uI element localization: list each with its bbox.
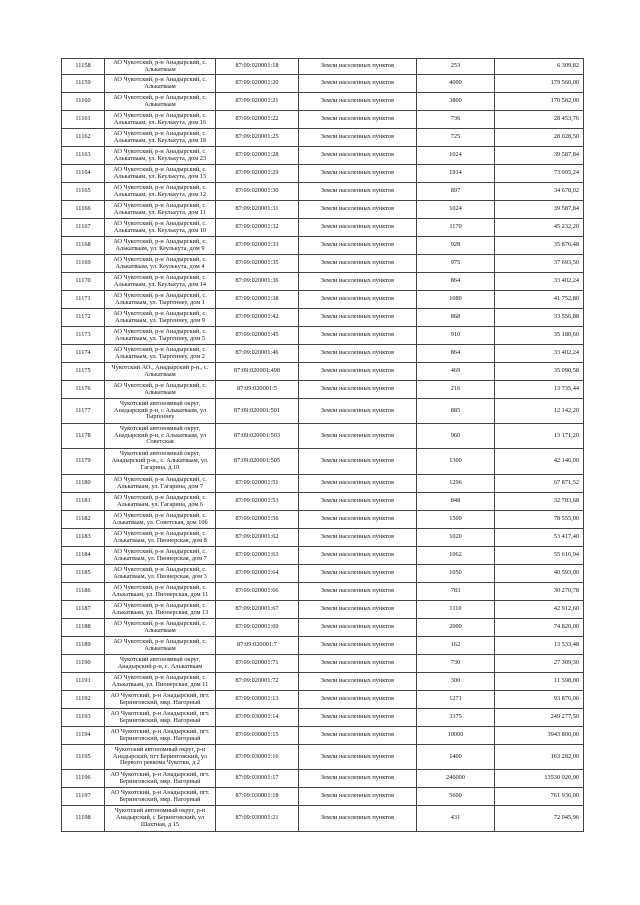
cadastral-number-cell: 87:09:020001:53 [216,493,299,511]
table-row [62,583,584,601]
row-number-cell: 11195 [62,745,105,770]
area-cell: 1500 [417,511,495,529]
table-row [62,59,584,75]
row-number-cell: 11179 [62,449,105,475]
row-number-cell: 11167 [62,219,105,237]
land-category-cell: Земли населенных пунктов [299,475,417,493]
area-cell: 5600 [417,788,495,806]
address-cell: Чукотский автономный округ, Анадырский р-н, с. Алькатваам [105,655,216,673]
table-row [62,111,584,129]
row-number-cell: 11178 [62,424,105,449]
address-cell: Чукотский автономный округ, Анадырский р-н, с Алькатваам, ул Тыргеннеу [105,399,216,424]
cadastral-cost-cell: 13 533,48 [495,637,584,655]
cadastral-number-cell: 87:09:020001:18 [216,59,299,75]
cadastral-cost-cell: 74 820,00 [495,619,584,637]
table-row [62,637,584,655]
address-cell: АО Чукотский, р-н Анадырский, с. Алькатваам [105,75,216,93]
address-cell: АО Чукотский, р-н Анадырский, с. Алькатваам, ул. Пионерская, дом 7 [105,547,216,565]
area-cell: 730 [417,655,495,673]
land-category-cell: Земли населенных пунктов [299,806,417,832]
address-cell: АО Чукотский, р-н Анадырский, с. Алькатваам, ул. Тыргеннеу, дом 9 [105,309,216,327]
cadastral-cost-cell: 45 232,20 [495,219,584,237]
table-row [62,255,584,273]
row-number-cell: 11164 [62,165,105,183]
row-number-cell: 11192 [62,691,105,709]
cadastral-number-cell: 87:09:020001:56 [216,511,299,529]
address-cell: АО Чукотский, р-н Анадырский, с. Алькатваам [105,59,216,75]
cadastral-number-cell: 87:09:020001:20 [216,75,299,93]
cadastral-cost-cell: 28 453,76 [495,111,584,129]
address-cell: Чукотский автономный округ, Анадырский р-н, с Алькатваам, ул Советская [105,424,216,449]
cadastral-number-cell: 87:09:020001:42 [216,309,299,327]
row-number-cell: 11182 [62,511,105,529]
cadastral-cost-cell: 34 678,02 [495,183,584,201]
address-cell: АО Чукотский, р-н Анадырский, пгт. Беринговский, мкр. Нагорный [105,709,216,727]
cadastral-number-cell: 87:09:020001:63 [216,547,299,565]
land-category-cell: Земли населенных пунктов [299,655,417,673]
area-cell: 4000 [417,75,495,93]
land-category-cell: Земли населенных пунктов [299,75,417,93]
row-number-cell: 11184 [62,547,105,565]
address-cell: АО Чукотский, р-н Анадырский, пгт. Беринговский, мкр. Нагорный [105,727,216,745]
area-cell: 1110 [417,601,495,619]
cadastral-cost-cell: 73 995,24 [495,165,584,183]
cadastral-number-cell: 87:09:030001:16 [216,745,299,770]
table-row [62,129,584,147]
row-number-cell: 11186 [62,583,105,601]
row-number-cell: 11165 [62,183,105,201]
row-number-cell: 11163 [62,147,105,165]
table-row [62,201,584,219]
land-category-cell: Земли населенных пунктов [299,727,417,745]
table-row [62,75,584,93]
table-row [62,788,584,806]
table-row [62,493,584,511]
cadastral-number-cell: 87:09:020001:30 [216,183,299,201]
row-number-cell: 11159 [62,75,105,93]
land-category-cell: Земли населенных пунктов [299,363,417,381]
land-category-cell: Земли населенных пунктов [299,345,417,363]
cadastral-cost-cell: 179 560,00 [495,75,584,93]
cadastral-number-cell: 87:09:020001:62 [216,529,299,547]
land-category-cell: Земли населенных пунктов [299,219,417,237]
row-number-cell: 11173 [62,327,105,345]
row-number-cell: 11175 [62,363,105,381]
row-number-cell: 11185 [62,565,105,583]
table-row [62,363,584,381]
area-cell: 864 [417,273,495,291]
address-cell: Чукотский автономный округ, р-н Анадырский, пгт Беринговский, ул Первого ревкома Чукотки, д 2 [105,745,216,770]
table-body [62,59,584,832]
table-row [62,399,584,424]
cadastral-cost-cell: 249 277,50 [495,709,584,727]
cadastral-cost-cell: 41 752,80 [495,291,584,309]
cadastral-number-cell: 87:09:020001:67 [216,601,299,619]
table-row [62,565,584,583]
address-cell: АО Чукотский, р-н Анадырский, с. Алькатваам, ул. Тыргеннеу, дом 5 [105,327,216,345]
area-cell: 3800 [417,93,495,111]
cadastral-number-cell: 87:09:020001:35 [216,255,299,273]
row-number-cell: 11160 [62,93,105,111]
table-row [62,309,584,327]
address-cell: АО Чукотский, р-н Анадырский, с. Алькатваам, ул. Пионерская, дом 11 [105,673,216,691]
land-category-cell: Земли населенных пунктов [299,381,417,399]
row-number-cell: 11166 [62,201,105,219]
table-row [62,219,584,237]
cadastral-cost-cell: 11 598,00 [495,673,584,691]
land-category-cell: Земли населенных пунктов [299,273,417,291]
area-cell: 162 [417,637,495,655]
row-number-cell: 11197 [62,788,105,806]
cadastral-number-cell: 87:09:020001:7 [216,637,299,655]
table-row [62,147,584,165]
cadastral-cost-cell: 35 180,60 [495,327,584,345]
cadastral-cost-cell: 12 142,20 [495,399,584,424]
table-row [62,529,584,547]
cadastral-cost-cell: 33 556,88 [495,309,584,327]
land-category-cell: Земли населенных пунктов [299,619,417,637]
cadastral-cost-cell: 3943 800,00 [495,727,584,745]
cadastral-cost-cell: 170 582,00 [495,93,584,111]
cadastral-number-cell: 87:09:020001:32 [216,219,299,237]
cadastral-number-cell: 87:09:020001:29 [216,165,299,183]
row-number-cell: 11168 [62,237,105,255]
address-cell: Чукотский автономный округ, Анадырский р-н., с. Алькатваам, ул. Гагарина, д.10 [105,449,216,475]
cadastral-number-cell: 87:09:020001:28 [216,147,299,165]
land-category-cell: Земли населенных пунктов [299,327,417,345]
land-category-cell: Земли населенных пунктов [299,309,417,327]
area-cell: 1024 [417,147,495,165]
address-cell: АО Чукотский, р-н Анадырский, пгт. Беринговский, мкр. Нагорный [105,788,216,806]
cadastral-cost-cell: 30 270,78 [495,583,584,601]
cadastral-number-cell: 87:09:030001:14 [216,709,299,727]
cadastral-cost-cell: 13 735,44 [495,381,584,399]
land-category-cell: Земли населенных пунктов [299,583,417,601]
area-cell: 1020 [417,529,495,547]
area-cell: 848 [417,493,495,511]
land-category-cell: Земли населенных пунктов [299,93,417,111]
address-cell: АО Чукотский, р-н Анадырский, пгт. Беринговский, мкр. Нагорный [105,770,216,788]
cadastral-number-cell: 87:09:020001:69 [216,619,299,637]
area-cell: 1024 [417,201,495,219]
land-category-cell: Земли населенных пунктов [299,424,417,449]
area-cell: 928 [417,237,495,255]
table-row [62,655,584,673]
address-cell: АО Чукотский, р-н Анадырский, с. Алькатваам, ул. Пионерская, дом 8 [105,529,216,547]
area-cell: 1080 [417,291,495,309]
land-category-cell: Земли населенных пунктов [299,745,417,770]
cadastral-cost-cell: 37 693,50 [495,255,584,273]
cadastral-cost-cell: 39 587,84 [495,147,584,165]
row-number-cell: 11198 [62,806,105,832]
cadastral-cost-cell: 6 309,82 [495,59,584,75]
address-cell: АО Чукотский, р-н Анадырский, с. Алькатваам, ул. Гагарина, дом 6 [105,493,216,511]
area-cell: 1271 [417,691,495,709]
row-number-cell: 11194 [62,727,105,745]
address-cell: АО Чукотский, р-н Анадырский, с. Алькатваам, ул. Советская, дом 10б [105,511,216,529]
address-cell: АО Чукотский, р-н Анадырский, с. Алькатваам, ул. Кеулькута, дом 23 [105,147,216,165]
row-number-cell: 11181 [62,493,105,511]
table-row [62,619,584,637]
land-registry-table [61,58,584,832]
cadastral-cost-cell: 39 587,84 [495,201,584,219]
table-row [62,547,584,565]
address-cell: АО Чукотский, р-н Анадырский, с. Алькатваам [105,619,216,637]
cadastral-cost-cell: 42 912,60 [495,601,584,619]
row-number-cell: 11188 [62,619,105,637]
cadastral-cost-cell: 163 282,00 [495,745,584,770]
table-row [62,273,584,291]
land-category-cell: Земли населенных пунктов [299,147,417,165]
address-cell: АО Чукотский, р-н Анадырский, с. Алькатваам, ул. Пионерская, дом 13 [105,601,216,619]
land-category-cell: Земли населенных пунктов [299,529,417,547]
table-row [62,709,584,727]
cadastral-number-cell: 87:09:020001:21 [216,93,299,111]
address-cell: АО Чукотский, р-н Анадырский, с. Алькатваам, ул. Кеулькута, дом 11 [105,201,216,219]
cadastral-number-cell: 87:09:030001:18 [216,788,299,806]
cadastral-cost-cell: 35 876,48 [495,237,584,255]
address-cell: Чукотский АО., Анадырский р-н., с. Алькатваам [105,363,216,381]
land-category-cell: Земли населенных пунктов [299,788,417,806]
land-category-cell: Земли населенных пунктов [299,449,417,475]
table-row [62,93,584,111]
area-cell: 253 [417,59,495,75]
land-category-cell: Земли населенных пунктов [299,111,417,129]
area-cell: 725 [417,129,495,147]
row-number-cell: 11187 [62,601,105,619]
address-cell: АО Чукотский, р-н Анадырский, с. Алькатваам [105,637,216,655]
land-category-cell: Земли населенных пунктов [299,511,417,529]
row-number-cell: 11190 [62,655,105,673]
land-category-cell: Земли населенных пунктов [299,255,417,273]
table-row [62,727,584,745]
cadastral-cost-cell: 27 309,30 [495,655,584,673]
area-cell: 868 [417,309,495,327]
cadastral-number-cell: 87:09:020001:31 [216,201,299,219]
row-number-cell: 11191 [62,673,105,691]
cadastral-number-cell: 87:09:020001:505 [216,449,299,475]
table-row [62,745,584,770]
cadastral-number-cell: 87:09:020001:66 [216,583,299,601]
table-row [62,381,584,399]
area-cell: 897 [417,183,495,201]
cadastral-cost-cell: 78 555,00 [495,511,584,529]
area-cell: 469 [417,363,495,381]
area-cell: 1914 [417,165,495,183]
table-row [62,449,584,475]
address-cell: АО Чукотский, р-н Анадырский, с. Алькатваам, ул. Кеулькута, дом 12 [105,183,216,201]
cadastral-cost-cell: 93 876,06 [495,691,584,709]
cadastral-cost-cell: 67 871,52 [495,475,584,493]
address-cell: АО Чукотский, р-н Анадырский, с. Алькатваам, ул. Кеулькута, дом 13 [105,165,216,183]
row-number-cell: 11174 [62,345,105,363]
cadastral-cost-cell: 33 402,24 [495,345,584,363]
cadastral-number-cell: 87:09:020001:45 [216,327,299,345]
cadastral-number-cell: 87:09:030001:21 [216,806,299,832]
row-number-cell: 11161 [62,111,105,129]
row-number-cell: 11169 [62,255,105,273]
land-category-cell: Земли населенных пунктов [299,601,417,619]
cadastral-cost-cell: 32 783,68 [495,493,584,511]
address-cell: АО Чукотский, р-н Анадырский, пгт. Беринговский, мкр. Нагорный [105,691,216,709]
area-cell: 975 [417,255,495,273]
area-cell: 3375 [417,709,495,727]
land-category-cell: Земли населенных пунктов [299,183,417,201]
area-cell: 1050 [417,565,495,583]
row-number-cell: 11177 [62,399,105,424]
cadastral-cost-cell: 53 417,40 [495,529,584,547]
table-row [62,291,584,309]
table-row [62,673,584,691]
cadastral-number-cell: 87:09:020001:46 [216,345,299,363]
area-cell: 1170 [417,219,495,237]
cadastral-cost-cell: 40 593,00 [495,565,584,583]
area-cell: 216 [417,381,495,399]
land-category-cell: Земли населенных пунктов [299,493,417,511]
cadastral-number-cell: 87:09:020001:22 [216,111,299,129]
cadastral-number-cell: 87:09:020001:25 [216,129,299,147]
cadastral-cost-cell: 13 171,20 [495,424,584,449]
address-cell: АО Чукотский, р-н Анадырский, с. Алькатваам, ул. Пионерская, дом 3 [105,565,216,583]
row-number-cell: 11170 [62,273,105,291]
address-cell: АО Чукотский, р-н Анадырский, с. Алькатваам [105,381,216,399]
address-cell: АО Чукотский, р-н Анадырский, с. Алькатваам, ул. Пионерская, дом 11 [105,583,216,601]
table-row [62,806,584,832]
cadastral-number-cell: 87:09:020001:5 [216,381,299,399]
cadastral-cost-cell: 42 146,00 [495,449,584,475]
cadastral-number-cell: 87:09:020001:64 [216,565,299,583]
cadastral-number-cell: 87:09:020001:503 [216,424,299,449]
land-category-cell: Земли населенных пунктов [299,237,417,255]
table-row [62,475,584,493]
area-cell: 960 [417,424,495,449]
area-cell: 2000 [417,619,495,637]
table-row [62,327,584,345]
land-category-cell: Земли населенных пунктов [299,291,417,309]
table-row [62,770,584,788]
cadastral-cost-cell: 35 090,58 [495,363,584,381]
table-row [62,511,584,529]
land-category-cell: Земли населенных пунктов [299,565,417,583]
row-number-cell: 11172 [62,309,105,327]
row-number-cell: 11162 [62,129,105,147]
table-row [62,165,584,183]
cadastral-number-cell: 87:09:020001:51 [216,475,299,493]
land-category-cell: Земли населенных пунктов [299,673,417,691]
table-row [62,601,584,619]
address-cell: АО Чукотский, р-н Анадырский, с. Алькатваам, ул. Гагарина, дом 7 [105,475,216,493]
area-cell: 1062 [417,547,495,565]
land-category-cell: Земли населенных пунктов [299,129,417,147]
land-category-cell: Земли населенных пунктов [299,770,417,788]
cadastral-number-cell: 87:09:020001:38 [216,291,299,309]
area-cell: 10000 [417,727,495,745]
cadastral-number-cell: 87:09:020001:36 [216,273,299,291]
area-cell: 885 [417,399,495,424]
row-number-cell: 11180 [62,475,105,493]
area-cell: 1300 [417,449,495,475]
land-category-cell: Земли населенных пунктов [299,547,417,565]
land-category-cell: Земли населенных пунктов [299,637,417,655]
table-row [62,183,584,201]
area-cell: 300 [417,673,495,691]
area-cell: 1400 [417,745,495,770]
land-category-cell: Земли населенных пунктов [299,691,417,709]
table-row [62,345,584,363]
row-number-cell: 11193 [62,709,105,727]
cadastral-cost-cell: 72 045,96 [495,806,584,832]
area-cell: 431 [417,806,495,832]
area-cell: 246000 [417,770,495,788]
address-cell: АО Чукотский, р-н Анадырский, с. Алькатваам, ул. Кеулькута, дом 14 [105,273,216,291]
table-row [62,237,584,255]
table-row [62,691,584,709]
row-number-cell: 11158 [62,59,105,75]
land-category-cell: Земли населенных пунктов [299,59,417,75]
row-number-cell: 11196 [62,770,105,788]
address-cell: АО Чукотский, р-н Анадырский, с. Алькатваам, ул. Кеулькута, дом 10 [105,219,216,237]
address-cell: АО Чукотский, р-н Анадырский, с. Алькатваам, ул. Кеулькута, дом 4 [105,255,216,273]
row-number-cell: 11189 [62,637,105,655]
cadastral-number-cell: 87:09:020001:501 [216,399,299,424]
land-category-cell: Земли населенных пунктов [299,399,417,424]
table-row [62,424,584,449]
row-number-cell: 11171 [62,291,105,309]
cadastral-cost-cell: 33 402,24 [495,273,584,291]
cadastral-number-cell: 87:09:030001:13 [216,691,299,709]
cadastral-number-cell: 87:09:020001:71 [216,655,299,673]
cadastral-number-cell: 87:09:020001:498 [216,363,299,381]
cadastral-number-cell: 87:09:020001:72 [216,673,299,691]
row-number-cell: 11183 [62,529,105,547]
cadastral-cost-cell: 55 616,94 [495,547,584,565]
area-cell: 864 [417,345,495,363]
land-category-cell: Земли населенных пунктов [299,201,417,219]
cadastral-cost-cell: 13530 020,00 [495,770,584,788]
address-cell: АО Чукотский, р-н Анадырский, с. Алькатваам, ул. Кеулькута, дом 9 [105,237,216,255]
cadastral-number-cell: 87:09:030001:17 [216,770,299,788]
area-cell: 910 [417,327,495,345]
address-cell: АО Чукотский, р-н Анадырский, с. Алькатваам, ул. Кеулькута, дом 18 [105,129,216,147]
land-category-cell: Земли населенных пунктов [299,165,417,183]
land-category-cell: Земли населенных пунктов [299,709,417,727]
row-number-cell: 11176 [62,381,105,399]
cadastral-cost-cell: 28 028,50 [495,129,584,147]
address-cell: АО Чукотский, р-н Анадырский, с. Алькатваам, ул. Тыргеннеу, дом 1 [105,291,216,309]
address-cell: АО Чукотский, р-н Анадырский, с. Алькатваам, ул. Тыргеннеу, дом 2 [105,345,216,363]
cadastral-number-cell: 87:09:030001:15 [216,727,299,745]
address-cell: Чукотский автономный округ, р-н Анадырский, с Беринговский, ул Шахтная, д 15 [105,806,216,832]
cadastral-cost-cell: 761 936,00 [495,788,584,806]
area-cell: 736 [417,111,495,129]
cadastral-number-cell: 87:09:020001:33 [216,237,299,255]
address-cell: АО Чукотский, р-н Анадырский, с. Алькатваам [105,93,216,111]
area-cell: 783 [417,583,495,601]
address-cell: АО Чукотский, р-н Анадырский, с. Алькатваам, ул. Кеулькута, дом 16 [105,111,216,129]
area-cell: 1296 [417,475,495,493]
